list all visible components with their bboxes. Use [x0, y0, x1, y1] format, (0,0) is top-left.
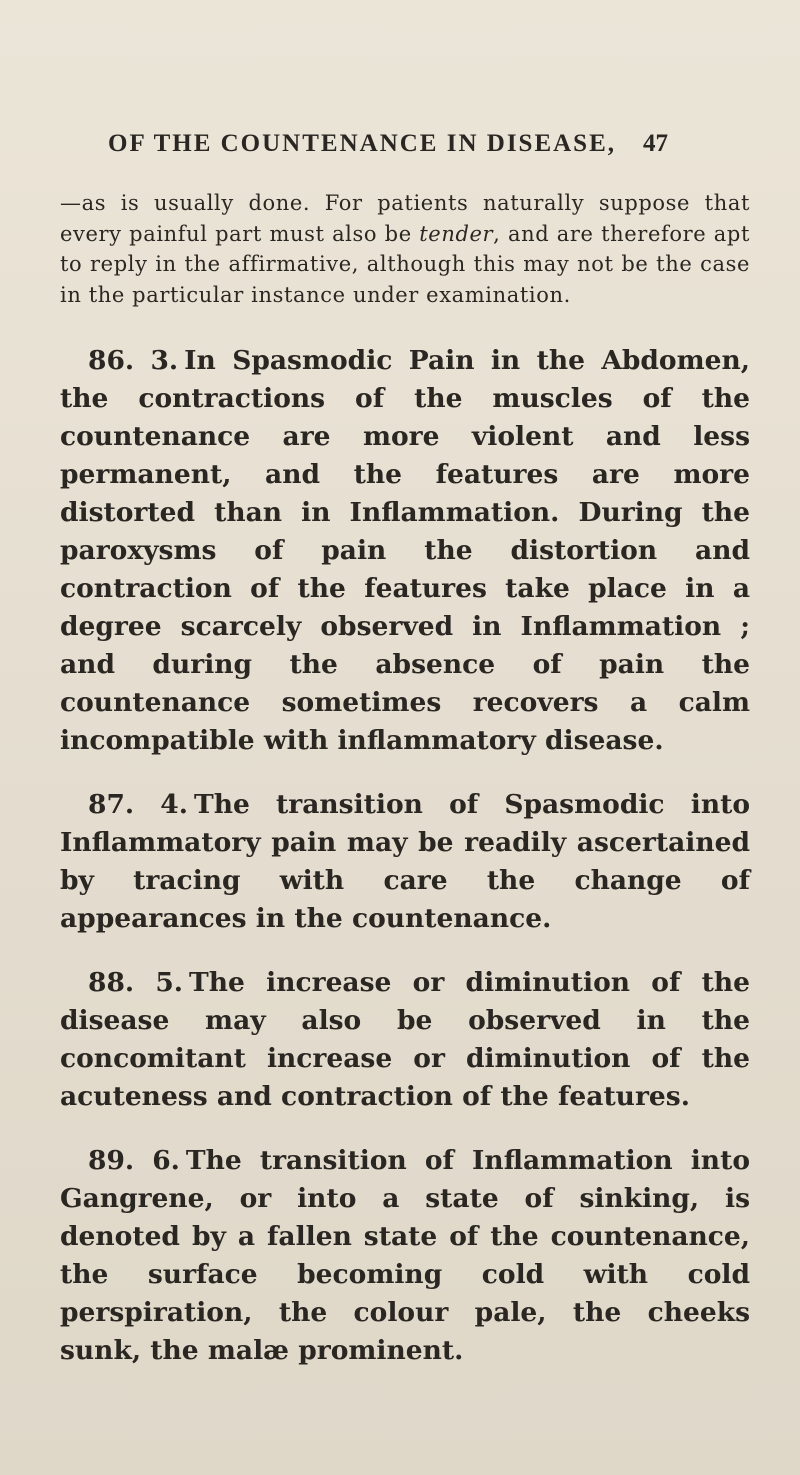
- paragraph-number: 86. 3.: [88, 345, 179, 376]
- paragraph-87: [60, 786, 750, 938]
- paragraph-number: 87. 4.: [88, 789, 188, 820]
- paragraph-number: 89. 6.: [88, 1145, 180, 1176]
- paragraph-89: [60, 1142, 750, 1370]
- paragraph-86: [60, 342, 750, 760]
- intro-text-end: , and are therefore apt to reply in the affirmative, although this may not be the case in the particular instance under examination.: [60, 221, 750, 307]
- intro-paragraph: [60, 188, 750, 310]
- body-text: [60, 188, 750, 1396]
- intro-text-start: —as is usually done. For patients naturally suppose that every painful part must also be: [60, 191, 750, 246]
- paragraph-number: 88. 5.: [88, 967, 184, 998]
- paragraph-88: [60, 964, 750, 1116]
- paragraph-text: The transition of Inflammation into Gangrene, or into a state of sinking, is denoted by a fallen state of the countenance, the surface becoming cold with cold perspiration, the colour pale, the cheeks sunk, the malæ prominent.: [60, 1145, 750, 1366]
- intro-emphasis: tender: [419, 221, 494, 246]
- page-number: 47: [643, 130, 668, 157]
- paragraph-text: In Spasmodic Pain in the Abdomen, the contractions of the muscles of the countenance are more violent and less permanent, and the features are more distorted than in Inflammation. During the paroxysms of pain the distortion and contraction of the features take place in a degree scarcely observed in Inflammation ; and during the absence of pain the countenance sometimes recovers a calm incompatible with inflammatory disease.: [60, 345, 751, 756]
- page-header: [108, 130, 668, 170]
- paragraph-text: The transition of Spasmodic into Inflammatory pain may be readily ascertained by tracing with care the change of appearances in the countenance.: [60, 789, 750, 934]
- paragraph-text: The increase or diminution of the disease may also be observed in the concomitant increase or diminution of the acuteness and contraction of the features.: [60, 967, 750, 1112]
- running-title: OF THE COUNTENANCE IN DISEASE,: [108, 130, 617, 157]
